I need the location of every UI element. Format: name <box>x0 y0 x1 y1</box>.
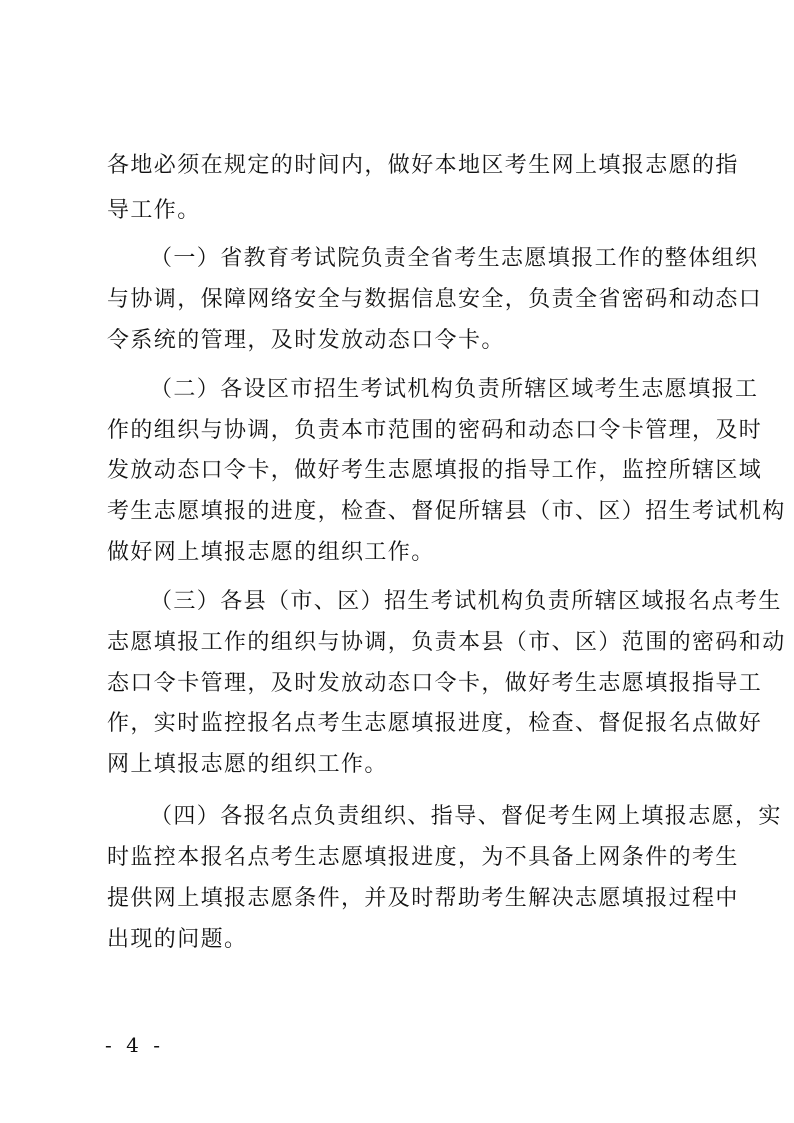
body-text-line: 志愿填报工作的组织与协调，负责本县（市、区）范围的密码和动 <box>107 630 786 655</box>
body-text-line: 时监控本报名点考生志愿填报进度，为不具备上网条件的考生 <box>107 845 739 870</box>
body-text-line: （一）省教育考试院负责全省考生志愿填报工作的整体组织 <box>150 246 759 271</box>
body-text-line: 态口令卡管理，及时发放动态口令卡，做好考生志愿填报指导工 <box>107 671 763 696</box>
body-text-line: 做好网上填报志愿的组织工作。 <box>107 540 435 565</box>
body-text-line: 作的组织与协调，负责本市范围的密码和动态口令卡管理，及时 <box>107 418 763 443</box>
body-text-line: （二）各设区市招生考试机构负责所辖区域考生志愿填报工 <box>150 377 759 402</box>
body-text-line: 发放动态口令卡，做好考生志愿填报的指导工作，监控所辖区域 <box>107 458 763 483</box>
body-text-line: （三）各县（市、区）招生考试机构负责所辖区域报名点考生 <box>150 589 782 614</box>
body-text-line: （四）各报名点负责组织、指导、督促考生网上填报志愿，实 <box>150 804 782 829</box>
page-number: - 4 - <box>105 1033 164 1057</box>
body-text-line: 出现的问题。 <box>107 927 248 952</box>
body-text-line: 提供网上填报志愿条件，并及时帮助考生解决志愿填报过程中 <box>107 886 739 911</box>
body-text-line: 导工作。 <box>107 198 201 223</box>
body-text-line: 与协调，保障网络安全与数据信息安全，负责全省密码和动态口 <box>107 287 763 312</box>
body-text-line: 作，实时监控报名点考生志愿填报进度，检查、督促报名点做好 <box>107 711 763 736</box>
body-text-line: 令系统的管理，及时发放动态口令卡。 <box>107 328 505 353</box>
body-text-line: 考生志愿填报的进度，检查、督促所辖县（市、区）招生考试机构 <box>107 499 786 524</box>
body-text-line: 各地必须在规定的时间内，做好本地区考生网上填报志愿的指 <box>107 153 739 178</box>
body-text-line: 网上填报志愿的组织工作。 <box>107 752 388 777</box>
